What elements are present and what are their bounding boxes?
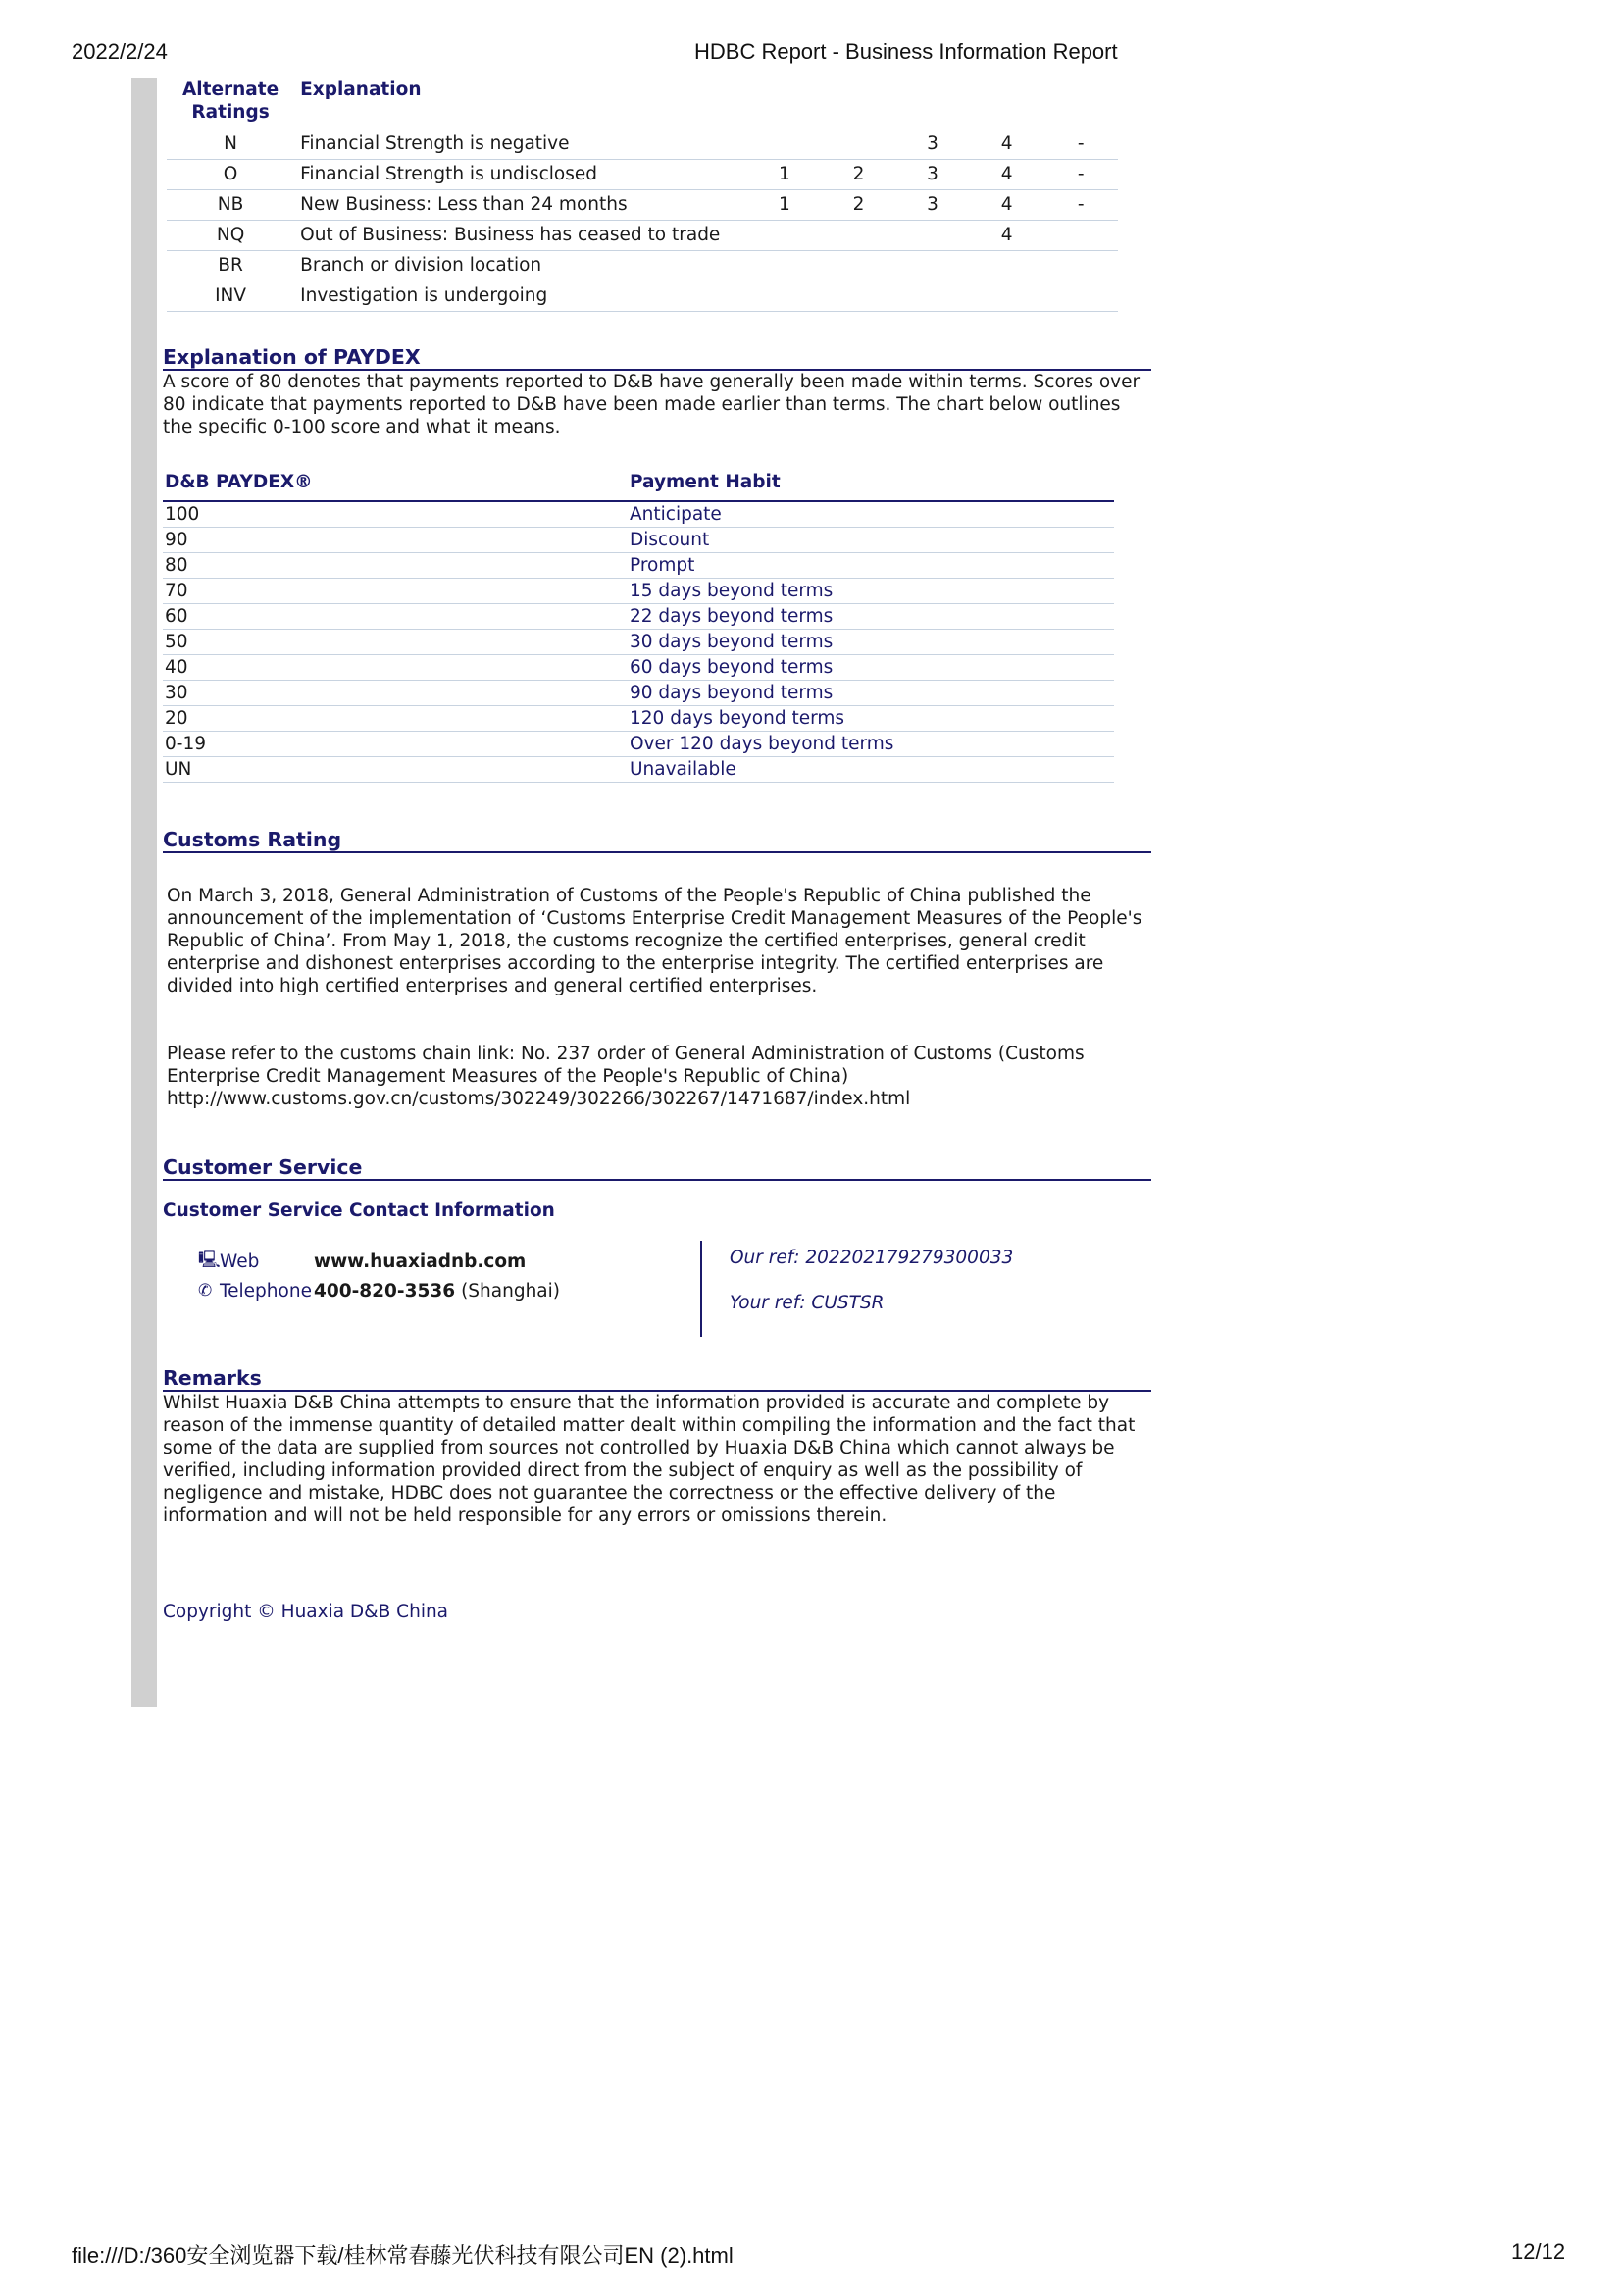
paydex-score: 100	[163, 501, 628, 528]
paydex-row	[163, 553, 1114, 579]
alt-rating-row	[167, 160, 1118, 190]
payment-habit: Over 120 days beyond terms	[628, 732, 1114, 757]
contact-details	[163, 1241, 702, 1337]
alt-rating-explanation: Out of Business: Business has ceased to trade	[294, 221, 747, 251]
contact-box	[163, 1241, 1153, 1337]
alt-rating-col-1	[747, 251, 822, 281]
alt-rating-col-1	[747, 221, 822, 251]
remarks-text: Whilst Huaxia D&B China attempts to ensure that the information provided is accurate and complete by reason of the immense quantity of detailed matter dealt within compiling the information and the fact that some of the data are supplied from sources not controlled by Huaxia D&B China which cannot always be verified, including information provided direct from the subject of enquiry as well as the possibility of negligence and mistake, HDBC does not guarantee the correctness or the effective delivery of the information and will not be held responsible for any errors or omissions therein.	[163, 1393, 1136, 1526]
paydex-row	[163, 604, 1114, 630]
payment-habit-header: Payment Habit	[628, 472, 1114, 501]
your-ref: Your ref: CUSTSR	[730, 1293, 885, 1313]
paydex-table	[163, 472, 1114, 783]
alt-rating-row	[167, 251, 1118, 281]
paydex-row	[163, 579, 1114, 604]
paydex-explanation: A score of 80 denotes that payments reported to D&B have generally been made within terms. Scores over 80 indicate that payments reported to D&B have been made earlier than terms. The chart below outlines the specific 0-100 score and what it means.	[163, 372, 1141, 437]
alt-rating-col-5: -	[1043, 190, 1118, 221]
alt-rating-col-5: -	[1043, 129, 1118, 160]
copyright: Copyright © Huaxia D&B China	[163, 1602, 449, 1622]
alt-rating-row	[167, 190, 1118, 221]
paydex-score: 20	[163, 706, 628, 732]
alt-rating-explanation: New Business: Less than 24 months	[294, 190, 747, 221]
telephone-number: 400-820-3536	[314, 1280, 456, 1301]
telephone-label: Telephone	[220, 1280, 312, 1301]
telephone-icon: ✆	[198, 1281, 213, 1301]
alt-rating-col-3	[895, 251, 970, 281]
web-link[interactable]: www.huaxiadnb.com	[314, 1250, 527, 1272]
paydex-score: 80	[163, 553, 628, 579]
alt-rating-col-2: 2	[822, 190, 896, 221]
alt-rating-explanation: Branch or division location	[294, 251, 747, 281]
explanation-header: Explanation	[300, 79, 422, 100]
alternate-ratings-table	[167, 77, 1118, 312]
alt-rating-col-1	[747, 129, 822, 160]
alt-rating-col-1: 1	[747, 160, 822, 190]
our-ref: Our ref: 202202179279300033	[730, 1248, 1014, 1268]
customs-paragraph: On March 3, 2018, General Administration of Customs of the People's Republic of China published the announcement of the implementation of ‘Customs Enterprise Credit Management Measures of the People's Republic of China’. From May 1, 2018, the customs recognize the certified enterprises, general credit enterprise and dishonest enterprises according to the enterprise integrity. The certified enterprises are divided into high certified enterprises and general certified enterprises.	[167, 886, 1142, 996]
alt-rating-code: NQ	[167, 221, 294, 251]
telephone-label-wrap	[198, 1281, 314, 1301]
payment-habit: 60 days beyond terms	[628, 655, 1114, 681]
alt-rating-explanation: Financial Strength is negative	[294, 129, 747, 160]
alt-rating-col-2: 2	[822, 160, 896, 190]
alt-rating-col-4	[970, 281, 1044, 312]
paydex-row	[163, 655, 1114, 681]
alt-ratings-header: Alternate Ratings	[181, 79, 279, 123]
computer-icon: 🖳	[198, 1250, 221, 1270]
paydex-score: 90	[163, 528, 628, 553]
paydex-score: 0-19	[163, 732, 628, 757]
paydex-score: 60	[163, 604, 628, 630]
payment-habit: Discount	[628, 528, 1114, 553]
payment-habit: 15 days beyond terms	[628, 579, 1114, 604]
alt-rating-code: N	[167, 129, 294, 160]
paydex-section-title: Explanation of PAYDEX	[163, 345, 1151, 371]
alt-rating-col-3: 3	[895, 160, 970, 190]
alt-rating-col-2	[822, 251, 896, 281]
customs-link[interactable]: http://www.customs.gov.cn/customs/302249/302266/302267/1471687/index.html	[167, 1089, 911, 1109]
payment-habit: 30 days beyond terms	[628, 630, 1114, 655]
web-label: Web	[220, 1250, 260, 1272]
paydex-score: 70	[163, 579, 628, 604]
alt-rating-explanation: Investigation is undergoing	[294, 281, 747, 312]
alt-rating-col-3	[895, 221, 970, 251]
payment-habit: Unavailable	[628, 757, 1114, 783]
alt-rating-code: O	[167, 160, 294, 190]
alt-rating-code: BR	[167, 251, 294, 281]
print-file-path: file:///D:/360安全浏览器下载/桂林常春藤光伏科技有限公司EN (2).html	[72, 2243, 734, 2268]
contact-info-subtitle: Customer Service Contact Information	[163, 1200, 555, 1221]
customs-section-title: Customs Rating	[163, 828, 1151, 853]
paydex-row	[163, 681, 1114, 706]
alt-rating-code: NB	[167, 190, 294, 221]
telephone-row	[198, 1276, 700, 1305]
paydex-row	[163, 757, 1114, 783]
payment-habit: Anticipate	[628, 501, 1114, 528]
paydex-score: 40	[163, 655, 628, 681]
print-date: 2022/2/24	[72, 39, 168, 64]
telephone-note: (Shanghai)	[461, 1280, 561, 1301]
paydex-score: UN	[163, 757, 628, 783]
paydex-score: 50	[163, 630, 628, 655]
alt-rating-col-2	[822, 221, 896, 251]
paydex-row	[163, 732, 1114, 757]
paydex-score: 30	[163, 681, 628, 706]
left-sidebar-bar	[131, 78, 157, 1707]
payment-habit: 90 days beyond terms	[628, 681, 1114, 706]
alt-rating-col-1	[747, 281, 822, 312]
alt-rating-row	[167, 281, 1118, 312]
alt-rating-col-4: 4	[970, 221, 1044, 251]
web-label-wrap	[198, 1248, 314, 1276]
customs-reference-text: Please refer to the customs chain link: No. 237 order of General Administration of Customs (Customs Enterprise Credit Management Measures of the People's Republic of China)	[167, 1044, 1085, 1087]
paydex-row	[163, 501, 1114, 528]
payment-habit: Prompt	[628, 553, 1114, 579]
alt-rating-explanation: Financial Strength is undisclosed	[294, 160, 747, 190]
web-row	[198, 1247, 700, 1276]
alt-rating-col-2	[822, 129, 896, 160]
paydex-row	[163, 630, 1114, 655]
alt-rating-col-4: 4	[970, 160, 1044, 190]
payment-habit: 22 days beyond terms	[628, 604, 1114, 630]
payment-habit: 120 days beyond terms	[628, 706, 1114, 732]
remarks-title: Remarks	[163, 1366, 1151, 1392]
alt-rating-code: INV	[167, 281, 294, 312]
report-content	[163, 77, 1153, 1622]
alt-rating-col-1: 1	[747, 190, 822, 221]
customs-reference	[163, 1043, 1153, 1110]
alt-rating-row	[167, 129, 1118, 160]
alt-rating-col-5	[1043, 221, 1118, 251]
customer-service-title: Customer Service	[163, 1155, 1151, 1181]
reference-box	[702, 1241, 1013, 1337]
print-page-number: 12/12	[1511, 2239, 1566, 2264]
alt-rating-col-4: 4	[970, 129, 1044, 160]
alt-rating-col-4: 4	[970, 190, 1044, 221]
alt-rating-col-5: -	[1043, 160, 1118, 190]
paydex-score-header: D&B PAYDEX®	[163, 472, 628, 501]
alt-rating-col-3: 3	[895, 129, 970, 160]
alt-rating-col-2	[822, 281, 896, 312]
alt-rating-col-3	[895, 281, 970, 312]
alt-rating-col-5	[1043, 281, 1118, 312]
paydex-row	[163, 528, 1114, 553]
alt-rating-col-4	[970, 251, 1044, 281]
print-title: HDBC Report - Business Information Report	[694, 39, 1118, 64]
alt-rating-row	[167, 221, 1118, 251]
paydex-row	[163, 706, 1114, 732]
alt-rating-col-5	[1043, 251, 1118, 281]
alt-rating-col-3: 3	[895, 190, 970, 221]
